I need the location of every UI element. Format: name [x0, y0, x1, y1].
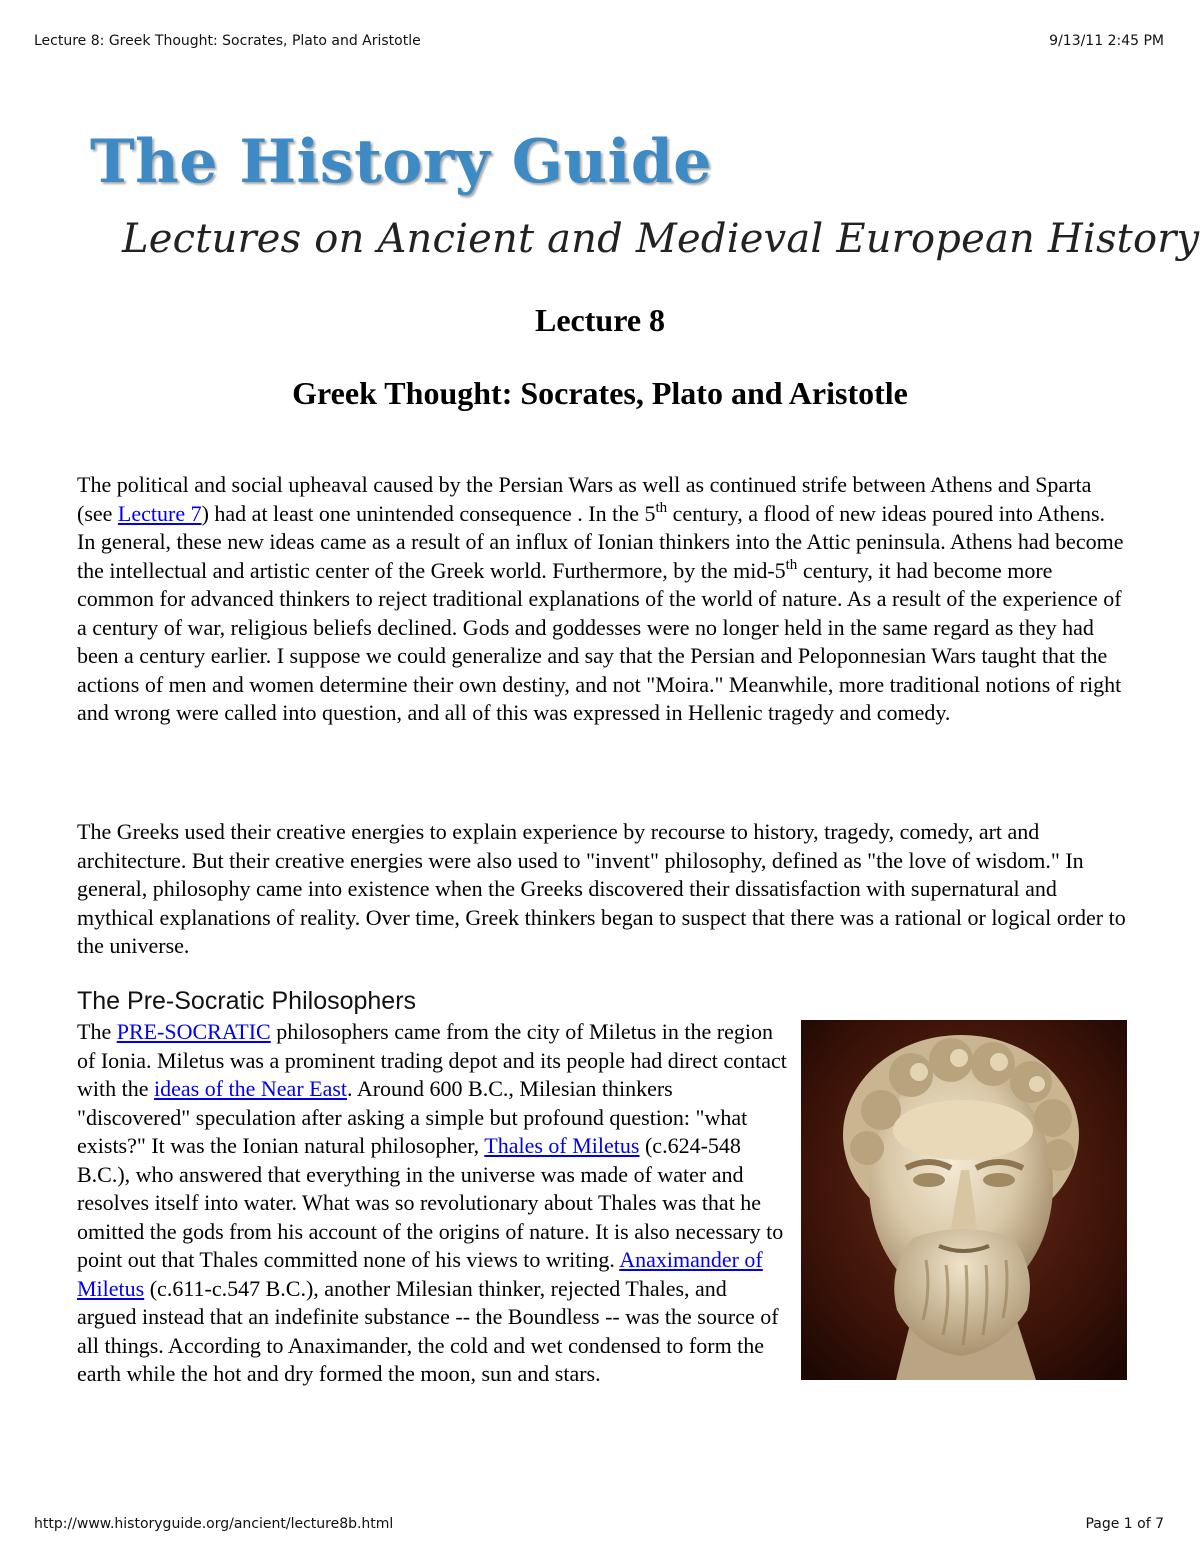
superscript: th [655, 499, 668, 516]
print-footer [34, 1516, 1164, 1532]
lecture-number-heading: Lecture 8 [534, 302, 666, 338]
logo-subtitle: Lectures on Ancient and Medieval European History [122, 216, 1200, 262]
text-run: century, it had become more common for advanced thinkers to reject traditional explanations of the world of nature. As a result of the experience of a century of war, religious beliefs declined. Gods and goddesses were no longer held in the same regard as they had been a century earlier. I suppose we could generalize and say that the Persian and Peloponnesian Wars taught that the actions of men and women determine their own destiny, and not "Moira." Meanwhile, more traditional notions of right and wrong were called into question, and all of this was expressed in Hellenic tragedy and comedy. [77, 557, 1122, 725]
page-number: Page 1 of 7 [1085, 1516, 1164, 1532]
text-run: . Around 600 B.C., Milesian thinkers "discovered" speculation after asking a simple but profound question: "what exists?" It was the Ionian natural philosopher, [77, 1076, 748, 1158]
presocratic-section [77, 1018, 1142, 1389]
print-header-datetime: 9/13/11 2:45 PM [1049, 33, 1164, 49]
text-run: philosophers came from the city of Miletus in the region of Ionia. Miletus was a prominent trading depot and its people had direct contact with the [77, 1019, 787, 1101]
lecture-title-heading: Greek Thought: Socrates, Plato and Aristotle [292, 375, 908, 411]
text-run: (c.611-c.547 B.C.), another Milesian thinker, rejected Thales, and argued instead that an indefinite substance -- the Boundless -- was the source of all things. According to Anaximander, the cold and wet condensed to form the earth while the hot and dry formed the moon, sun and stars. [77, 1275, 779, 1386]
print-header-title: Lecture 8: Greek Thought: Socrates, Plato and Aristotle [34, 33, 421, 49]
lecture-7-link[interactable]: Lecture 7 [117, 500, 202, 526]
anaximander-link[interactable]: Anaximander of Miletus [77, 1247, 763, 1301]
superscript: th [785, 556, 798, 573]
presocratic-link[interactable]: PRE-SOCRATIC [116, 1019, 271, 1044]
text-run: The [77, 1019, 117, 1044]
site-logo [90, 127, 1200, 272]
text-run: The political and social upheaval caused by the Persian Wars as well as continued strife between Athens and Sparta (see [77, 472, 1092, 526]
thales-bust-image [801, 1020, 1127, 1380]
print-header [34, 33, 1164, 49]
text-run: ) had at least one unintended consequence . In the 5 [201, 500, 656, 526]
section-heading: The Pre-Socratic Philosophers [77, 987, 417, 1015]
text-run: (c.624-548 B.C.), who answered that everything in the universe was made of water and resolves itself into water. What was so revolutionary about Thales was that he omitted the gods from his account of the origins of nature. It is also necessary to point out that Thales committed none of his views to writing. [77, 1133, 784, 1272]
philosophy-paragraph: The Greeks used their creative energies to explain experience by recourse to history, tragedy, comedy, art and architecture. But their creative energies were also used to "invent" philosophy, defined as "the love of wisdom." In general, philosophy came into existence when the Greeks discovered their dissatisfaction with supernatural and mythical explanations of reality. Over time, Greek thinkers began to suspect that there was a rational or logical order to the universe. [77, 819, 1126, 958]
text-run: century, a flood of new ideas poured into Athens. In general, these new ideas came as a result of an influx of Ionian thinkers into the Attic peninsula. Athens had become the intellectual and artistic center of the Greek world. Furthermore, by the mid-5 [77, 500, 1124, 583]
thales-link[interactable]: Thales of Miletus [484, 1133, 640, 1158]
page-url: http://www.historyguide.org/ancient/lecture8b.html [34, 1516, 394, 1532]
intro-paragraph [77, 471, 1127, 728]
logo-title: The History Guide [90, 127, 712, 197]
near-east-link[interactable]: ideas of the Near East [154, 1076, 348, 1101]
